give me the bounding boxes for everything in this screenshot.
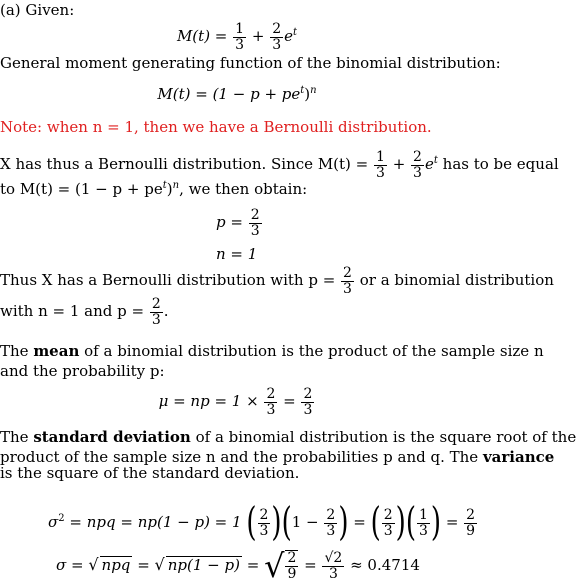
paragraph-4-line-1: The standard deviation of a binomial distribution is the square root of the: [0, 428, 576, 446]
equation-sigma: σ = √ npq = √ np(1 − p) = √ $\frac{2}{9}$ = $\frac{√2}{3}$ ≈ 0.4714: [56, 547, 420, 585]
equation-p: p = $\frac{2}{3}$: [216, 207, 260, 239]
bernoulli-note: Note: when n = 1, then we have a Bernoulli distribution.: [0, 118, 432, 136]
equation-n: n = 1: [216, 245, 258, 263]
paragraph-2-line-2: with n = 1 and p = $\frac{2}{3}$ .: [0, 296, 169, 328]
paragraph-1-line-2: to $M(t) = (1 - p + pe^t)^n$, we then obtain:: [0, 180, 308, 198]
paragraph-2-line-1: Thus X has a Bernoulli distribution with p = $\frac{2}{3}$ or a binomial distribution: [0, 265, 554, 297]
part-label: (a) Given:: [0, 1, 75, 19]
paragraph-3-line-2: and the probability p:: [0, 362, 165, 380]
paragraph-4-line-2: product of the sample size n and the probabilities p and q. The variance: [0, 448, 555, 466]
general-mgf-text: General moment generating function of the binomial distribution:: [0, 54, 501, 72]
paragraph-1-line-1: X has thus a Bernoulli distribution. Since M(t) = $\frac{1}{3}$ + $\frac{2}{3}$ $e^t$ has to be equal: [0, 149, 559, 181]
equation-general-mgf: $M(t) = (1 - p + pe^t)^n$: [157, 85, 317, 103]
equation-mean: μ = np = 1 × $\frac{2}{3}$ = $\frac{2}{3}$: [158, 386, 313, 418]
paragraph-3-line-1: The mean of a binomial distribution is the product of the sample size n: [0, 342, 544, 360]
equation-variance: $\sigma^2$ = npq = np(1 − p) = 1 ( $\frac{2}{3}$ )(1 − $\frac{2}{3}$ ) = ( $\frac{2}{3}$ )( $\frac{1}{3}$ ) = $\frac{2}{9}$: [48, 500, 476, 546]
paragraph-4-line-3: is the square of the standard deviation.: [0, 464, 300, 482]
equation-given: M(t) = $\frac{1}{3}$ + $\frac{2}{3}$ $e^t$: [176, 21, 298, 53]
